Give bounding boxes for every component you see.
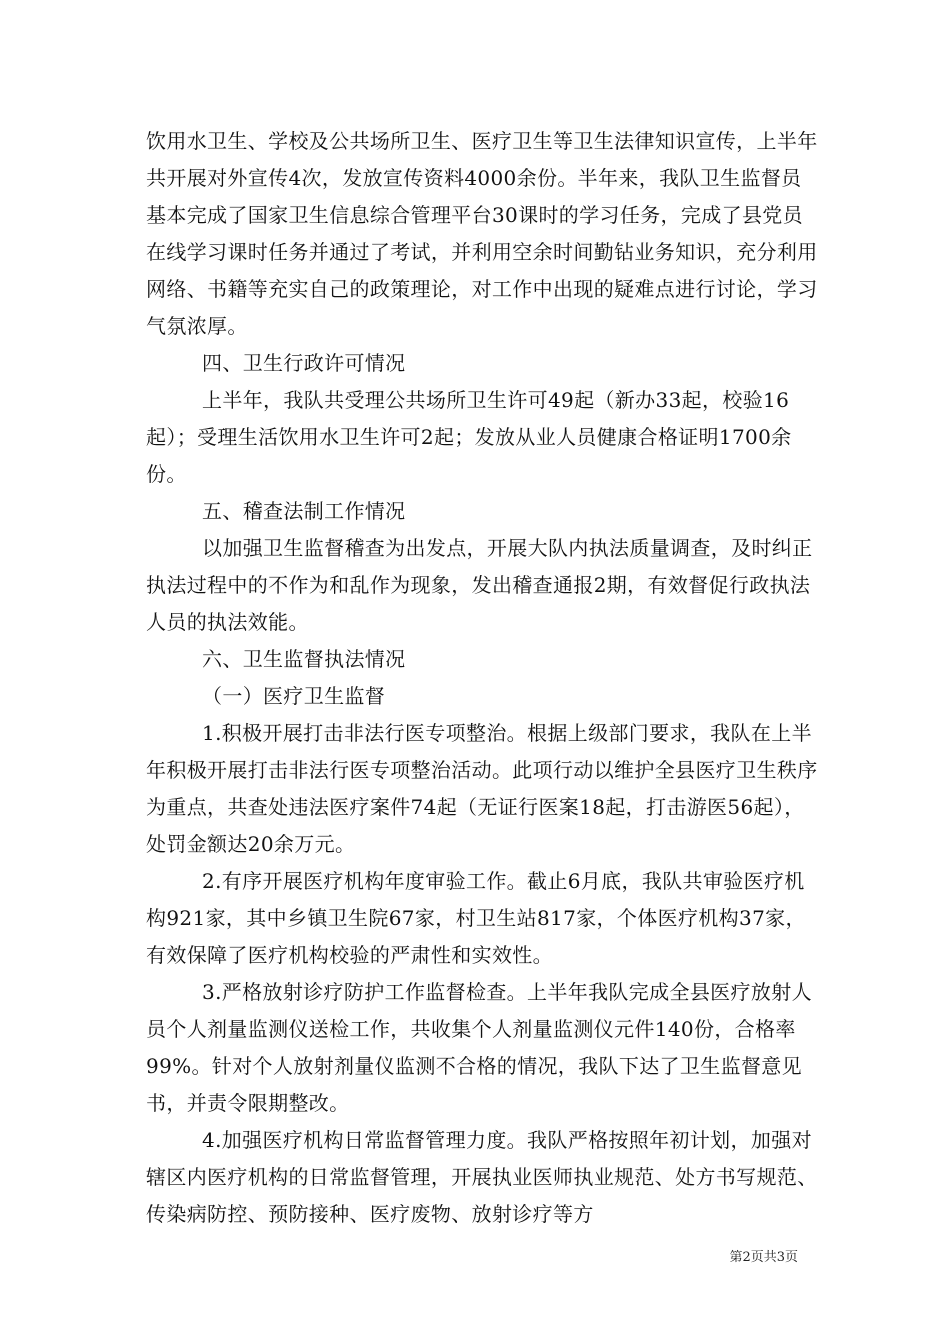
paragraph-license: 上半年，我队共受理公共场所卫生许可49起（新办33起，校验16起）；受理生活饮用水卫生许可2起；发放从业人员健康合格证明1700余份。 <box>146 388 792 486</box>
section-heading-4: 四、卫生行政许可情况 <box>202 351 406 375</box>
section-heading-6: 六、卫生监督执法情况 <box>202 647 406 671</box>
paragraph-inspection: 以加强卫生监督稽查为出发点，开展大队内执法质量调查，及时纠正执法过程中的不作为和乱作为现象，发出稽查通报2期，有效督促行政执法人员的执法效能。 <box>146 536 813 634</box>
subsection-heading-1: （一）医疗卫生监督 <box>202 684 386 708</box>
paragraph-item-2: 2.有序开展医疗机构年度审验工作。截止6月底，我队共审验医疗机构921家，其中乡镇卫生院67家，村卫生站817家，个体医疗机构37家，有效保障了医疗机构校验的严肃性和实效性。 <box>146 869 806 967</box>
paragraph-item-4: 4.加强医疗机构日常监督管理力度。我队严格按照年初计划，加强对辖区内医疗机构的日常监督管理，开展执业医师执业规范、处方书写规范、传染病防控、预防接种、医疗废物、放射诊疗等方 <box>146 1128 818 1226</box>
page-number-footer: 第2页共3页 <box>729 1250 798 1265</box>
document-body <box>146 123 818 1233</box>
section-heading-5: 五、稽查法制工作情况 <box>202 499 406 523</box>
paragraph-item-1: 1.积极开展打击非法行医专项整治。根据上级部门要求，我队在上半年积极开展打击非法行医专项整治活动。此项行动以维护全县医疗卫生秩序为重点，共查处违法医疗案件74起（无证行医案18起，打击游医56起），处罚金额达20余万元。 <box>146 721 818 856</box>
paragraph-item-3: 3.严格放射诊疗防护工作监督检查。上半年我队完成全县医疗放射人员个人剂量监测仪送检工作，共收集个人剂量监测仪元件140份，合格率99%。针对个人放射剂量仪监测不合格的情况，我队下达了卫生监督意见书，并责令限期整改。 <box>146 980 812 1115</box>
paragraph-continued: 饮用水卫生、学校及公共场所卫生、医疗卫生等卫生法律知识宣传，上半年共开展对外宣传4次，发放宣传资料4000余份。半年来，我队卫生监督员基本完成了国家卫生信息综合管理平台30课时的学习任务，完成了县党员在线学习课时任务并通过了考试，并利用空余时间勤钻业务知识，充分利用网络、书籍等充实自己的政策理论，对工作中出现的疑难点进行讨论，学习气氛浓厚。 <box>146 129 818 338</box>
